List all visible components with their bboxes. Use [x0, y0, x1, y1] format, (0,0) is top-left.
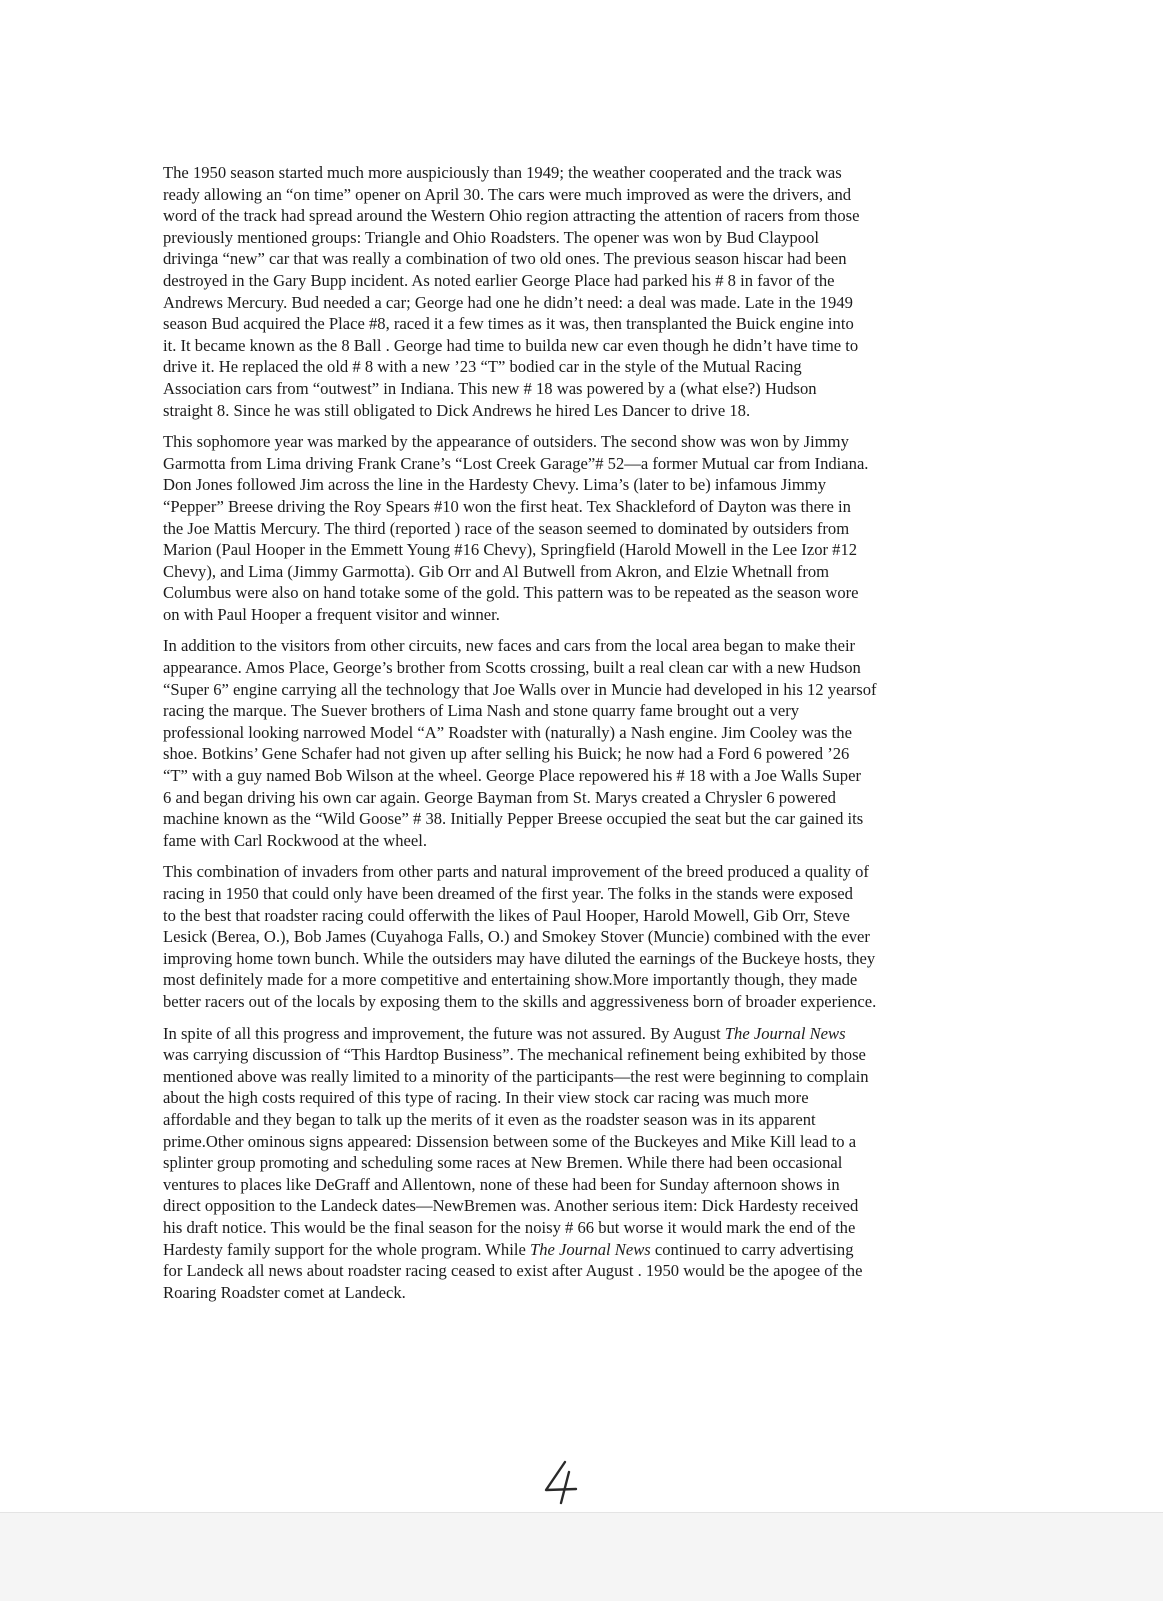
text-line: machine known as the “Wild Goose” # 38. Initially Pepper Breese occupied the seat but the car gained its	[163, 809, 864, 829]
paragraph-5	[163, 1023, 998, 1304]
text-line: ventures to places like DeGraff and Allentown, none of these had been for Sunday afternoon shows in	[163, 1174, 840, 1194]
text-line: Roaring Roadster comet at Landeck.	[163, 1282, 406, 1302]
text-line: his draft notice. This would be the final season for the noisy # 66 but worse it would mark the end of the	[163, 1217, 856, 1237]
text-line: racing the marque. The Suever brothers of Lima Nash and stone quarry fame brought out a very	[163, 701, 800, 721]
text-line: 6 and began driving his own car again. George Bayman from St. Marys created a Chrysler 6 powered	[163, 787, 836, 807]
newspaper-title: The Journal News	[529, 1239, 651, 1259]
text-line: In addition to the visitors from other circuits, new faces and cars from the local area began to make their	[163, 636, 856, 656]
text-line: Columbus were also on hand totake some of the gold. This pattern was to be repeated as the season wore	[163, 583, 859, 603]
text-line: word of the track had spread around the Western Ohio region attracting the attention of racers from those	[163, 206, 860, 226]
text-line: “T” with a guy named Bob Wilson at the wheel. George Place repowered his # 18 with a Joe Walls Super	[163, 766, 861, 786]
text-line: the Joe Mattis Mercury. The third (reported ) race of the season seemed to dominated by outsiders from	[163, 518, 850, 538]
body-text	[163, 162, 998, 1313]
text-line: on with Paul Hooper a frequent visitor and winner.	[163, 604, 500, 624]
text-line: Andrews Mercury. Bud needed a car; George had one he didn’t need: a deal was made. Late in the 1949	[163, 292, 853, 312]
text-line: Chevy), and Lima (Jimmy Garmotta). Gib Orr and Al Butwell from Akron, and Elzie Whetnall from	[163, 561, 830, 581]
text-line: racing in 1950 that could only have been dreamed of the first year. The folks in the stands were exposed	[163, 884, 853, 903]
text-line: “Super 6” engine carrying all the technology that Joe Walls over in Muncie had developed in his 12 yearsof	[163, 679, 877, 699]
text-line: Hardesty family support for the whole program. While The Journal News continued to carry advertising	[163, 1239, 854, 1259]
text-line: drivinga “new” car that was really a combination of two old ones. The previous season hiscar had been	[163, 249, 847, 269]
page-number-handwritten	[538, 1456, 588, 1506]
text-line: affordable and they began to talk up the merits of it even as the roadster season was in its apparent	[163, 1109, 816, 1129]
text-line: fame with Carl Rockwood at the wheel.	[163, 830, 428, 850]
text-line: professional looking narrowed Model “A” Roadster with (naturally) a Nash engine. Jim Cooley was the	[163, 722, 852, 742]
scan-bottom-margin	[0, 1512, 1163, 1601]
paragraph-2	[163, 431, 998, 625]
text-line: appearance. Amos Place, George’s brother from Scotts crossing, built a real clean car with a new Hudson	[163, 658, 861, 678]
newspaper-title: The Journal News	[724, 1023, 846, 1043]
text-line: This combination of invaders from other parts and natural improvement of the breed produced a quality of	[163, 862, 869, 882]
text-line: direct opposition to the Landeck dates—NewBremen was. Another serious item: Dick Hardesty received	[163, 1196, 859, 1216]
text-line: This sophomore year was marked by the appearance of outsiders. The second show was won by Jimmy	[163, 432, 849, 452]
text-line: Don Jones followed Jim across the line in the Hardesty Chevy. Lima’s (later to be) infamous Jimmy	[163, 475, 827, 495]
text-line: previously mentioned groups: Triangle and Ohio Roadsters. The opener was won by Bud Claypool	[163, 227, 819, 247]
text-line: “Pepper” Breese driving the Roy Spears #10 won the first heat. Tex Shackleford of Dayton was there in	[163, 496, 851, 516]
text-line: better racers out of the locals by exposing them to the skills and aggressiveness born of broader experience.	[163, 991, 877, 1011]
text-line: straight 8. Since he was still obligated to Dick Andrews he hired Les Dancer to drive 18.	[163, 400, 751, 420]
paragraph-4	[163, 861, 998, 1012]
paragraph-3	[163, 635, 998, 851]
text-line: ready allowing an “on time” opener on April 30. The cars were much improved as were the drivers, and	[163, 184, 852, 204]
text-line: destroyed in the Gary Bupp incident. As noted earlier George Place had parked his # 8 in favor of the	[163, 270, 835, 290]
text-line: shoe. Botkins’ Gene Schafer had not given up after selling his Buick; he now had a Ford 6 powered ’26	[163, 744, 850, 764]
text-line: it. It became known as the 8 Ball . George had time to builda new car even though he didn’t have time to	[163, 335, 859, 355]
text-line: In spite of all this progress and improvement, the future was not assured. By August The Journal News	[163, 1023, 846, 1043]
text-line: improving home town bunch. While the outsiders may have diluted the earnings of the Buckeye hosts, they	[163, 948, 876, 968]
text-line: Association cars from “outwest” in Indiana. This new # 18 was powered by a (what else?) Hudson	[163, 378, 817, 398]
text-line: mentioned above was really limited to a minority of the participants—the rest were beginning to complain	[163, 1066, 869, 1086]
text-line: for Landeck all news about roadster racing ceased to exist after August . 1950 would be the apogee of the	[163, 1261, 863, 1281]
text-line: splinter group promoting and scheduling some races at New Bremen. While there had been occasional	[163, 1153, 843, 1173]
text-line: about the high costs required of this type of racing. In their view stock car racing was much more	[163, 1088, 809, 1108]
text-line: Garmotta from Lima driving Frank Crane’s “Lost Creek Garage”# 52—a former Mutual car from Indiana.	[163, 453, 869, 473]
text-line: was carrying discussion of “This Hardtop Business”. The mechanical refinement being exhibited by those	[163, 1045, 866, 1065]
text-line: Lesick (Berea, O.), Bob James (Cuyahoga Falls, O.) and Smokey Stover (Muncie) combined with the ever	[163, 927, 870, 947]
text-line: season Bud acquired the Place #8, raced it a few times as it was, then transplanted the Buick engine into	[163, 314, 854, 334]
text-line: Marion (Paul Hooper in the Emmett Young #16 Chevy), Springfield (Harold Mowell in the Lee Izor #12	[163, 540, 858, 560]
text-line: most definitely made for a more competitive and entertaining show.More importantly though, they made	[163, 970, 858, 990]
text-line: The 1950 season started much more auspiciously than 1949; the weather cooperated and the track was	[163, 163, 842, 182]
text-line: drive it. He replaced the old # 8 with a new ’23 “T” bodied car in the style of the Mutual Racing	[163, 357, 802, 377]
text-line: prime.Other ominous signs appeared: Dissension between some of the Buckeyes and Mike Kill lead to a	[163, 1131, 857, 1151]
paragraph-1	[163, 162, 998, 421]
text-line: to the best that roadster racing could offerwith the likes of Paul Hooper, Harold Mowell, Gib Orr, Steve	[163, 905, 850, 925]
